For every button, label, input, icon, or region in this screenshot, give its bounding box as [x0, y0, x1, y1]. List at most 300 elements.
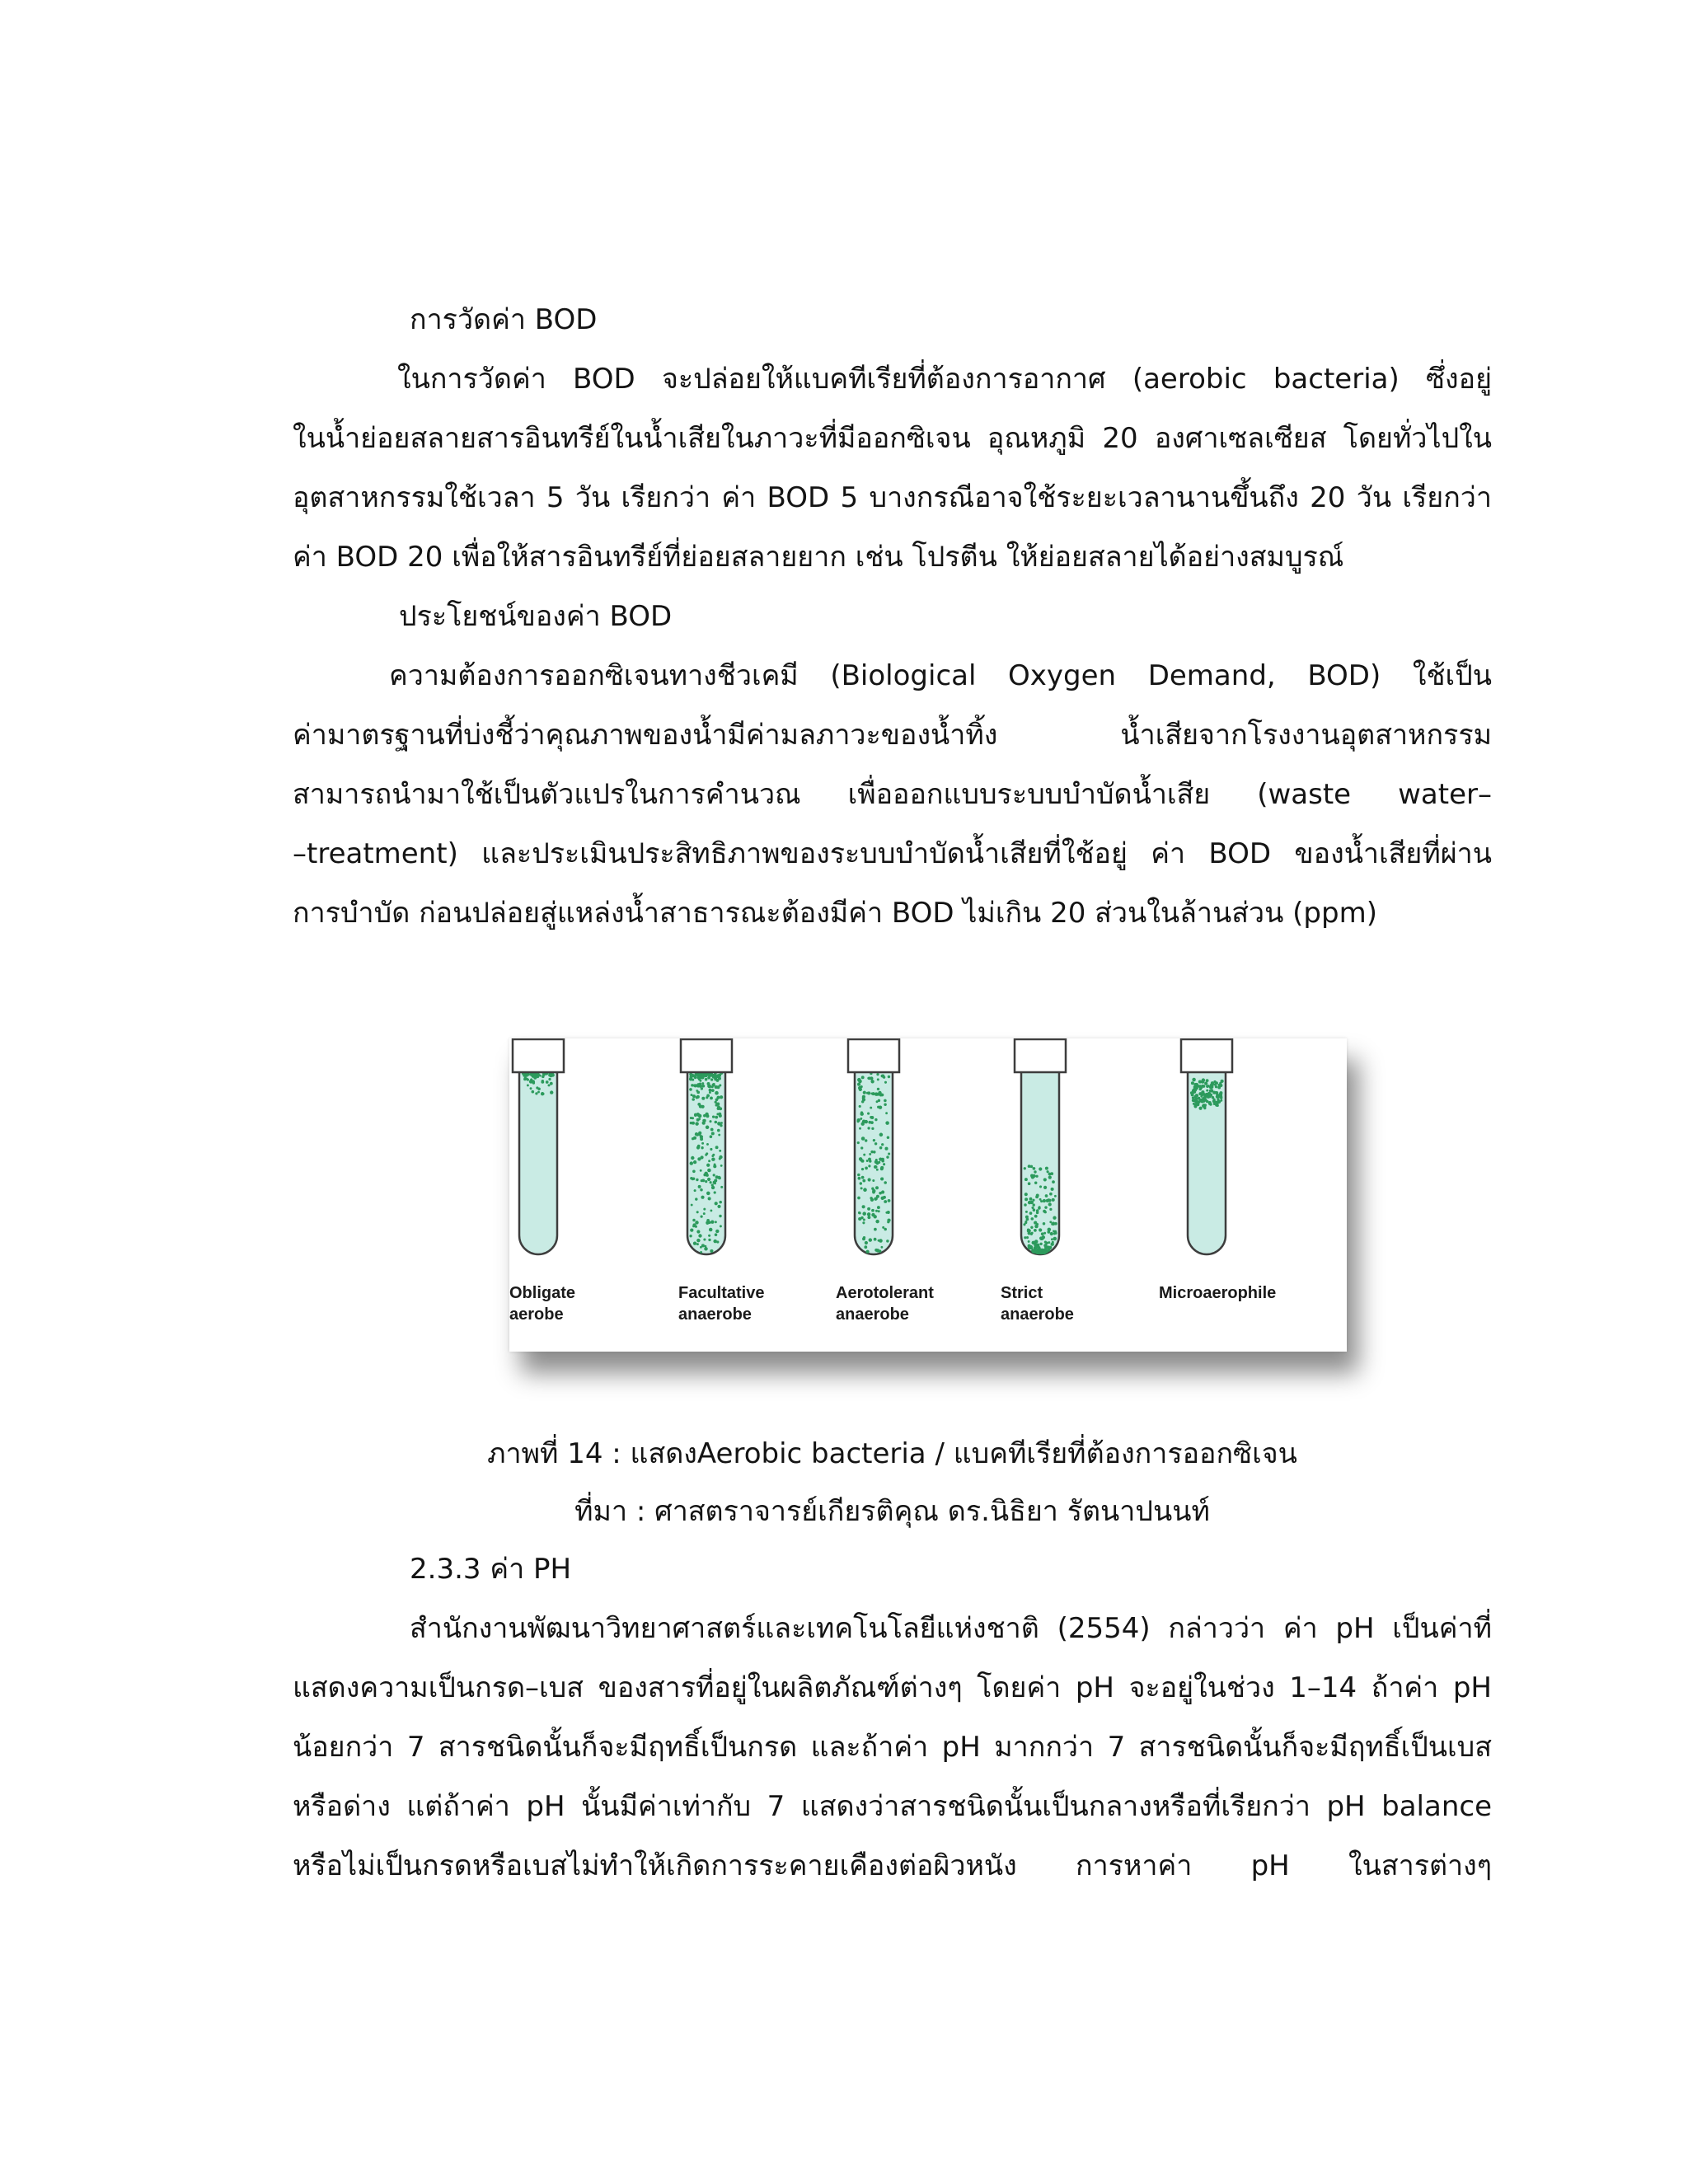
bacteria-dot	[542, 1080, 544, 1082]
bacteria-dot	[1193, 1085, 1197, 1089]
bacteria-dot	[871, 1127, 874, 1130]
bacteria-dot	[714, 1182, 716, 1184]
bacteria-dot	[1054, 1222, 1057, 1226]
bacteria-dot	[863, 1091, 866, 1094]
bacteria-dot	[532, 1080, 535, 1083]
bacteria-dot	[715, 1233, 718, 1236]
bacteria-dot	[867, 1212, 870, 1216]
bacteria-dot	[1034, 1240, 1039, 1244]
tube-label-obligate-aerobe: Obligate aerobe	[509, 1284, 576, 1324]
bacteria-dot	[1028, 1182, 1031, 1185]
bacteria-dot	[881, 1143, 884, 1146]
tube-label-strict-anaerobe: Strict anaerobe	[1001, 1284, 1074, 1324]
bacteria-dot	[707, 1169, 711, 1173]
bacteria-dot	[699, 1080, 701, 1082]
bacteria-dot	[1048, 1246, 1052, 1249]
bacteria-dot	[1216, 1094, 1219, 1098]
bacteria-dot	[708, 1235, 710, 1237]
bacteria-dot	[1209, 1090, 1212, 1092]
bacteria-dot	[1034, 1170, 1036, 1173]
bacteria-dot	[871, 1187, 874, 1189]
bacteria-dot	[709, 1089, 712, 1092]
bacteria-dot	[692, 1094, 696, 1098]
bacteria-dot	[696, 1090, 698, 1092]
bacteria-dot	[888, 1199, 891, 1202]
bacteria-dot	[720, 1165, 723, 1167]
bacteria-dot	[689, 1235, 692, 1237]
bacteria-dot	[696, 1179, 698, 1181]
bacteria-dot	[875, 1210, 878, 1212]
bacteria-dot	[1028, 1240, 1030, 1243]
bacteria-dot	[1025, 1197, 1028, 1201]
bacteria-dot	[1212, 1091, 1216, 1094]
bacteria-dot	[691, 1156, 694, 1160]
bacteria-dot	[857, 1120, 860, 1122]
bacteria-dot	[703, 1238, 706, 1240]
bacteria-dot	[874, 1165, 877, 1168]
aerobic-bacteria-figure	[509, 1038, 1347, 1352]
bacteria-dot	[692, 1169, 696, 1173]
bacteria-dot	[715, 1116, 718, 1119]
bacteria-dot	[870, 1107, 872, 1109]
bacteria-dot	[550, 1082, 553, 1085]
bacteria-dot	[874, 1238, 877, 1241]
bacteria-dot	[859, 1157, 862, 1160]
bacteria-dot	[1041, 1232, 1044, 1235]
benefit-paragraph-line-1: ความต้องการออกซิเจนทางชีวเคมี (Biological Oxygen Demand, BOD) ใช้เป็น	[389, 659, 1492, 692]
bacteria-dot	[1028, 1165, 1031, 1168]
bacteria-dot	[712, 1154, 715, 1156]
bacteria-dot	[1050, 1172, 1053, 1175]
bacteria-dot	[1193, 1104, 1197, 1108]
tube-cap	[848, 1039, 899, 1072]
bacteria-dot	[875, 1159, 878, 1161]
bacteria-dot	[708, 1197, 711, 1200]
bacteria-dot	[1034, 1225, 1038, 1228]
bacteria-dot	[1030, 1226, 1033, 1229]
bacteria-dot	[1207, 1095, 1210, 1099]
bacteria-dot	[704, 1247, 708, 1251]
bacteria-dot	[1039, 1167, 1042, 1170]
bacteria-dot	[707, 1178, 710, 1181]
bacteria-dot	[884, 1099, 887, 1103]
bacteria-dot	[710, 1148, 712, 1151]
bacteria-dot	[714, 1191, 716, 1193]
bacteria-dot	[881, 1190, 884, 1193]
bacteria-dot	[1049, 1221, 1052, 1223]
bacteria-dot	[1053, 1237, 1057, 1241]
bacteria-dot	[716, 1085, 720, 1089]
bacteria-dot	[884, 1181, 887, 1184]
bacteria-dot	[700, 1188, 703, 1192]
bacteria-dot	[711, 1132, 715, 1135]
bacteria-dot	[1036, 1212, 1039, 1215]
bacteria-dot	[884, 1104, 886, 1106]
bacteria-dot	[1043, 1186, 1047, 1189]
bacteria-dot	[1025, 1221, 1027, 1224]
bacteria-dot	[694, 1113, 697, 1117]
bacteria-dot	[875, 1220, 879, 1223]
bacteria-dot	[715, 1091, 719, 1095]
bacteria-dot	[879, 1146, 883, 1150]
bacteria-dot	[860, 1187, 863, 1189]
tube-cap	[513, 1039, 564, 1072]
bacteria-dot	[527, 1084, 529, 1086]
bacteria-dot	[713, 1240, 716, 1243]
bacteria-dot	[710, 1249, 713, 1253]
bacteria-dot	[862, 1205, 865, 1208]
bacteria-dot	[696, 1146, 700, 1149]
bacteria-dot	[706, 1164, 710, 1167]
bacteria-dot	[1034, 1215, 1038, 1218]
benefit-paragraph-line-5: การบำบัด ก่อนปล่อยสู่แหล่งน้ำสาธารณะต้องมีค่า BOD ไม่เกิน 20 ส่วนในล้านส่วน (ppm)	[293, 897, 1377, 930]
bacteria-dot	[547, 1084, 550, 1086]
bacteria-dot	[861, 1122, 865, 1126]
bacteria-dot	[717, 1129, 720, 1132]
bacteria-dot	[1213, 1080, 1216, 1083]
bacteria-dot	[871, 1209, 874, 1212]
bacteria-dot	[886, 1155, 889, 1158]
bacteria-dot	[698, 1185, 701, 1188]
bacteria-dot	[716, 1079, 720, 1082]
bacteria-dot	[708, 1160, 710, 1162]
bacteria-dot	[711, 1085, 714, 1088]
figure-source: ที่มา : ศาสตราจารย์เกียรติคุณ ดร.นิธิยา รัตนาปนนท์	[574, 1495, 1210, 1528]
bacteria-dot	[1215, 1085, 1218, 1089]
bacteria-dot	[867, 1216, 870, 1219]
bacteria-dot	[858, 1217, 861, 1221]
bacteria-dot	[1204, 1104, 1207, 1106]
bacteria-dot	[523, 1073, 528, 1077]
bacteria-dot	[863, 1154, 865, 1156]
ph-paragraph-line-3: น้อยกว่า 7 สารชนิดนั้นก็จะมีฤทธิ์เป็นกรด และถ้าค่า pH มากกว่า 7 สารชนิดนั้นก็จะมีฤทธิ์เป็นเบส	[293, 1731, 1492, 1764]
bacteria-dot	[857, 1197, 860, 1200]
bacteria-dot	[690, 1117, 692, 1119]
bacteria-dot	[1039, 1198, 1042, 1201]
bacteria-dot	[1220, 1095, 1222, 1098]
bacteria-dot	[702, 1121, 706, 1124]
bacteria-dot	[865, 1139, 867, 1141]
bacteria-dot	[865, 1250, 869, 1254]
bacteria-dot	[1028, 1231, 1031, 1235]
bacteria-dot	[858, 1177, 861, 1180]
bacteria-dot	[1035, 1175, 1038, 1178]
bacteria-dot	[715, 1221, 717, 1223]
tube-body	[519, 1071, 557, 1254]
bacteria-dot	[1193, 1095, 1197, 1099]
bacteria-dot	[860, 1182, 862, 1184]
bacteria-dot	[1203, 1085, 1206, 1088]
bacteria-dot	[1039, 1228, 1042, 1231]
bacteria-dot	[1043, 1244, 1047, 1247]
bacteria-dot	[720, 1095, 723, 1099]
bacteria-dot	[883, 1076, 885, 1078]
bacteria-dot	[696, 1243, 699, 1245]
bacteria-dot	[692, 1137, 694, 1140]
bacteria-dot	[713, 1165, 716, 1168]
bacteria-dot	[537, 1091, 540, 1094]
bacteria-dot	[709, 1228, 713, 1232]
bacteria-dot	[887, 1212, 889, 1214]
bacteria-dot	[1210, 1085, 1213, 1089]
bacteria-dot	[704, 1074, 707, 1077]
bacteria-dot	[532, 1075, 534, 1077]
bacteria-dot	[719, 1157, 721, 1160]
bacteria-dot	[885, 1112, 888, 1114]
bacteria-dot	[718, 1134, 720, 1137]
bacteria-dot	[1025, 1178, 1028, 1181]
bacteria-dot	[881, 1178, 884, 1180]
bacteria-dot	[719, 1201, 722, 1204]
bacteria-dot	[532, 1090, 535, 1094]
bacteria-dot	[1025, 1211, 1028, 1213]
bacteria-dot	[700, 1169, 702, 1172]
bacteria-dot	[1044, 1206, 1047, 1208]
bacteria-dot	[888, 1152, 890, 1155]
bacteria-dot	[860, 1118, 862, 1120]
bacteria-dot	[1051, 1238, 1053, 1240]
bacteria-dot	[1048, 1241, 1050, 1244]
bacteria-dot	[857, 1141, 860, 1144]
bacteria-dot	[696, 1211, 699, 1213]
bacteria-dot	[706, 1152, 708, 1155]
bacteria-dot	[711, 1157, 715, 1160]
bacteria-dot	[874, 1197, 878, 1200]
bod-paragraph-line-4: ค่า BOD 20 เพื่อให้สารอินทรีย์ที่ย่อยสลายยาก เช่น โปรตีน ให้ย่อยสลายได้อย่างสมบูรณ์	[293, 541, 1344, 574]
bacteria-dot	[1033, 1203, 1035, 1206]
bacteria-dot	[876, 1073, 879, 1076]
tube-label-aerotolerant-anaerobe: Aerotolerant anaerobe	[836, 1284, 934, 1324]
bacteria-dot	[1045, 1167, 1048, 1170]
section-heading-bod: การวัดค่า BOD	[410, 303, 598, 336]
ph-paragraph-line-1: สำนักงานพัฒนาวิทยาศาสตร์และเทคโนโลยีแห่งชาติ (2554) กล่าวว่า ค่า pH เป็นค่าที่	[410, 1612, 1492, 1645]
bacteria-dot	[1025, 1193, 1028, 1196]
bacteria-dot	[1217, 1086, 1221, 1090]
bacteria-dot	[888, 1076, 890, 1078]
bacteria-dot	[1039, 1236, 1043, 1240]
bacteria-dot	[701, 1244, 705, 1247]
bacteria-dot	[692, 1098, 695, 1101]
bacteria-dot	[695, 1197, 697, 1200]
bacteria-dot	[858, 1080, 862, 1084]
bacteria-dot	[692, 1079, 694, 1081]
bacteria-dot	[1043, 1210, 1046, 1213]
bacteria-dot	[1201, 1080, 1204, 1083]
bacteria-dot	[1219, 1082, 1221, 1085]
bacteria-dot	[860, 1112, 863, 1115]
bacteria-dot	[871, 1213, 874, 1216]
bacteria-dot	[884, 1228, 887, 1231]
bacteria-dot	[537, 1073, 540, 1076]
bacteria-dot	[700, 1215, 702, 1217]
bacteria-dot	[870, 1121, 874, 1124]
bacteria-dot	[693, 1160, 696, 1164]
bacteria-dot	[693, 1242, 696, 1245]
bacteria-dot	[1029, 1197, 1033, 1201]
bacteria-dot	[1034, 1229, 1037, 1232]
bacteria-dot	[703, 1114, 706, 1117]
bacteria-dot	[1034, 1245, 1038, 1249]
bacteria-dot	[715, 1230, 719, 1233]
bacteria-dot	[710, 1209, 712, 1212]
bacteria-dot	[881, 1158, 884, 1160]
bacteria-dot	[862, 1179, 865, 1183]
bacteria-dot	[542, 1076, 545, 1079]
bacteria-dot	[859, 1088, 862, 1091]
bacteria-dot	[859, 1127, 861, 1130]
bacteria-dot	[1033, 1249, 1036, 1252]
bacteria-dot	[874, 1118, 877, 1121]
bacteria-dot	[886, 1240, 889, 1243]
bacteria-dot	[880, 1166, 884, 1169]
tube-cap	[681, 1039, 732, 1072]
bacteria-dot	[867, 1113, 870, 1115]
bacteria-dot	[1204, 1082, 1207, 1085]
bacteria-dot	[1192, 1094, 1194, 1096]
bacteria-dot	[878, 1161, 880, 1164]
bacteria-dot	[694, 1085, 697, 1088]
bacteria-dot	[715, 1104, 719, 1107]
bacteria-dot	[717, 1076, 720, 1078]
bacteria-dot	[710, 1181, 712, 1183]
bacteria-dot	[887, 1218, 890, 1221]
bacteria-dot	[877, 1078, 879, 1080]
bacteria-dot	[879, 1249, 882, 1253]
bacteria-dot	[1051, 1223, 1053, 1226]
bacteria-dot	[868, 1077, 871, 1080]
bacteria-dot	[706, 1143, 709, 1146]
bacteria-dot	[690, 1228, 693, 1231]
bacteria-dot	[695, 1122, 698, 1125]
bacteria-dot	[877, 1106, 879, 1108]
bacteria-dot	[696, 1230, 700, 1233]
bacteria-dot	[1044, 1241, 1047, 1244]
bacteria-dot	[1032, 1199, 1034, 1202]
bacteria-dot	[865, 1120, 868, 1123]
bacteria-dot	[704, 1172, 708, 1176]
bacteria-dot	[861, 1168, 864, 1170]
bacteria-dot	[1048, 1199, 1051, 1202]
bacteria-dot	[862, 1237, 865, 1240]
bacteria-dot	[712, 1115, 715, 1118]
bacteria-dot	[1050, 1232, 1053, 1235]
bacteria-dot	[1054, 1195, 1057, 1197]
bacteria-dot	[706, 1126, 710, 1130]
bacteria-dot	[697, 1157, 701, 1160]
bacteria-dot	[867, 1127, 870, 1129]
ph-paragraph-line-5: หรือไม่เป็นกรดหรือเบสไม่ทำให้เกิดการระคายเคืองต่อผิวหนัง การหาค่า pH ในสารต่างๆ	[293, 1849, 1492, 1882]
bacteria-dot	[719, 1215, 721, 1217]
bacteria-dot	[535, 1092, 537, 1094]
bacteria-dot	[865, 1167, 868, 1170]
bod-paragraph-line-1: ในการวัดค่า BOD จะปล่อยให้แบคทีเรียที่ต้องการอากาศ (aerobic bacteria) ซึ่งอยู่	[397, 363, 1492, 396]
bacteria-dot	[1043, 1222, 1046, 1226]
bacteria-dot	[1052, 1180, 1055, 1183]
bacteria-dot	[1206, 1090, 1208, 1092]
bacteria-dot	[870, 1080, 874, 1083]
bacteria-dot	[715, 1202, 718, 1205]
bacteria-dot	[546, 1080, 549, 1084]
bacteria-dot	[1207, 1085, 1210, 1087]
bacteria-dot	[1043, 1200, 1045, 1202]
bacteria-dot	[1048, 1176, 1052, 1179]
bacteria-dot	[711, 1089, 715, 1092]
bacteria-dot	[701, 1196, 704, 1199]
bacteria-dot	[1053, 1216, 1056, 1220]
bacteria-dot	[550, 1090, 553, 1094]
bacteria-dot	[548, 1078, 551, 1080]
bacteria-dot	[877, 1088, 879, 1090]
bacteria-dot	[704, 1245, 706, 1248]
bacteria-dot	[707, 1085, 711, 1089]
bacteria-dot	[690, 1122, 692, 1124]
bacteria-dot	[1198, 1092, 1202, 1095]
bacteria-dot	[706, 1192, 710, 1196]
bacteria-dot	[1209, 1103, 1212, 1106]
bacteria-dot	[876, 1093, 879, 1096]
bacteria-dot	[1210, 1094, 1212, 1096]
bacteria-dot	[710, 1135, 713, 1138]
bacteria-dot	[706, 1114, 709, 1118]
bacteria-dot	[715, 1098, 719, 1101]
bacteria-dot	[524, 1077, 528, 1080]
bacteria-dot	[715, 1101, 717, 1104]
bacteria-dot	[1034, 1181, 1037, 1183]
bacteria-dot	[694, 1189, 696, 1192]
bacteria-dot	[1206, 1100, 1209, 1104]
bacteria-dot	[857, 1174, 860, 1177]
bacteria-dot	[713, 1174, 715, 1176]
tube-body	[855, 1071, 893, 1254]
bacteria-dot	[882, 1226, 884, 1229]
bacteria-dot	[696, 1096, 698, 1099]
bacteria-dot	[720, 1225, 722, 1227]
bacteria-dot	[1024, 1203, 1027, 1207]
bacteria-dot	[861, 1076, 865, 1079]
bacteria-dot	[1212, 1098, 1215, 1100]
bacteria-dot	[874, 1228, 877, 1231]
bacteria-dot	[1051, 1188, 1054, 1191]
bacteria-dot	[1039, 1185, 1042, 1188]
bacteria-dot	[1047, 1170, 1049, 1173]
bacteria-dot	[869, 1153, 871, 1155]
bacteria-dot	[708, 1239, 710, 1241]
bacteria-dot	[881, 1246, 884, 1249]
bacteria-dot	[872, 1179, 874, 1182]
bacteria-dot	[692, 1219, 696, 1222]
bacteria-dot	[1029, 1212, 1033, 1215]
tube-cap	[1181, 1039, 1232, 1072]
bacteria-dot	[717, 1205, 720, 1208]
bacteria-dot	[877, 1206, 880, 1209]
bacteria-dot	[1039, 1206, 1041, 1208]
bacteria-dot	[1203, 1107, 1206, 1109]
bacteria-dot	[1213, 1103, 1216, 1105]
bacteria-dot	[883, 1196, 886, 1199]
bacteria-dot	[866, 1160, 869, 1162]
bacteria-dot	[879, 1133, 884, 1137]
bacteria-dot	[884, 1200, 887, 1203]
bacteria-dot	[548, 1073, 551, 1076]
bacteria-dot	[884, 1081, 887, 1084]
bacteria-dot	[691, 1204, 693, 1207]
bacteria-dot	[696, 1076, 700, 1080]
bacteria-dot	[1200, 1087, 1203, 1090]
bacteria-dot	[701, 1097, 705, 1100]
bacteria-dot	[707, 1076, 710, 1080]
bacteria-dot	[861, 1137, 865, 1141]
bacteria-dot	[1220, 1099, 1222, 1102]
